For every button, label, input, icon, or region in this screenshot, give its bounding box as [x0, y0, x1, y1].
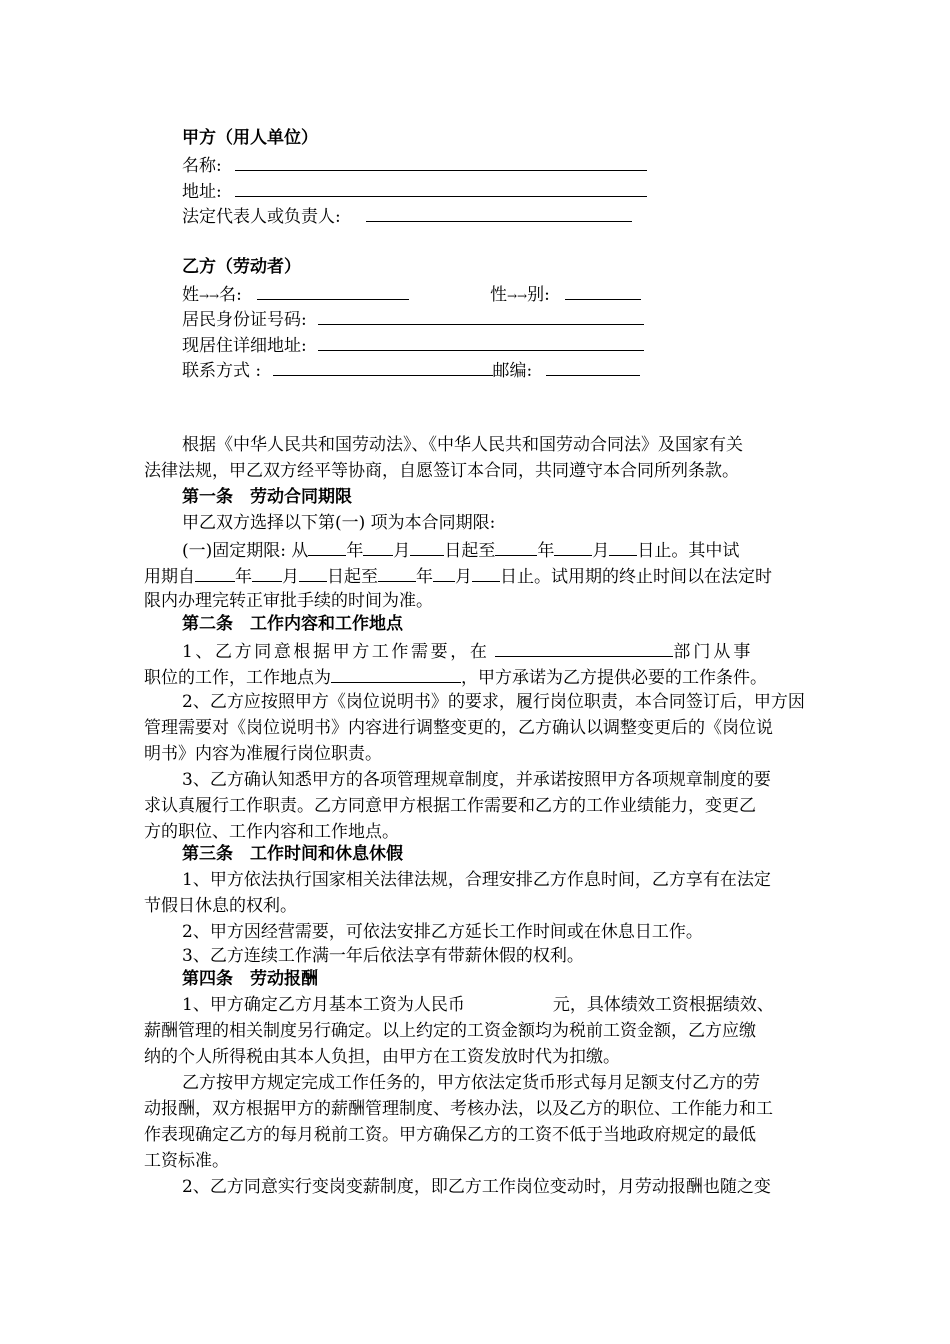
text-fragment: 月: [282, 567, 299, 587]
party-b-residence-row: [182, 332, 644, 358]
party-a-name-label: 名称:: [182, 156, 222, 176]
party-b-id-field[interactable]: [318, 306, 644, 325]
party-b-sex-label-a: 性: [490, 285, 507, 305]
party-b-sex-field[interactable]: [565, 281, 641, 300]
article-4-title: 第四条 劳动报酬: [182, 969, 318, 989]
party-b-sex-label-b: 别:: [527, 285, 550, 305]
text-fragment: ，甲方承诺为乙方提供必要的工作条件。: [461, 668, 767, 688]
article-2-title: 第二条 工作内容和工作地点: [182, 614, 403, 634]
article-2-line-3: 2、乙方应按照甲方《岗位说明书》的要求，履行岗位职责，本合同签订后，甲方因: [182, 692, 805, 712]
article-4-line-5: 动报酬，双方根据甲方的薪酬管理制度、考核办法，以及乙方的职位、工作能力和工: [144, 1099, 773, 1119]
party-b-residence-field[interactable]: [318, 332, 644, 351]
party-a-name-row: [182, 152, 647, 178]
text-fragment: 月: [393, 541, 411, 561]
article-2-line-6: 3、乙方确认知悉甲方的各项管理规章制度，并承诺按照甲方各项规章制度的要: [182, 770, 771, 790]
text-fragment: (一)固定期限: 从: [182, 541, 309, 561]
blank-field[interactable]: [554, 537, 592, 556]
party-b-contact-row: [182, 357, 640, 383]
blank-field[interactable]: [410, 537, 444, 556]
article-4-line-1: [182, 993, 774, 1017]
article-2-line-1: [182, 638, 753, 664]
text-fragment: 1、乙方同意根据甲方工作需要，在: [182, 642, 490, 662]
text-fragment: 日起至: [444, 541, 496, 561]
text-fragment: 月: [455, 567, 472, 587]
article-2-line-8: 方的职位、工作内容和工作地点。: [144, 822, 399, 842]
text-fragment: 用期自: [144, 567, 195, 587]
blank-field[interactable]: [195, 563, 235, 582]
article-1-line-2: [182, 537, 739, 563]
party-a-rep-field[interactable]: [366, 203, 632, 222]
tab-arrows: →→: [507, 289, 528, 303]
party-b-name-row: [182, 281, 409, 308]
party-b-heading: 乙方（劳动者）: [182, 257, 301, 277]
party-b-name-label-a: 姓: [182, 285, 199, 305]
text-fragment: 部门从事: [673, 642, 754, 662]
text-fragment: 年: [235, 567, 252, 587]
department-field[interactable]: [495, 638, 673, 657]
blank-field[interactable]: [299, 563, 327, 582]
work-location-field[interactable]: [331, 664, 461, 683]
party-b-id-row: [182, 306, 644, 332]
party-a-heading: 甲方（用人单位）: [182, 128, 318, 148]
blank-field[interactable]: [609, 537, 637, 556]
article-2-line-5: 明书》内容为准履行岗位职责。: [144, 744, 382, 764]
article-1-line-1: 甲乙双方选择以下第(一) 项为本合同期限:: [182, 513, 496, 533]
party-b-contact-label: 联系方式 :: [182, 361, 262, 381]
article-3-line-2: 节假日休息的权利。: [144, 896, 297, 916]
blank-field[interactable]: [363, 537, 393, 556]
article-4-line-2: 薪酬管理的相关制度另行确定。以上约定的工资金额均为税前工资金额，乙方应缴: [144, 1021, 756, 1041]
text-fragment: 职位的工作，工作地点为: [144, 668, 331, 688]
blank-field[interactable]: [308, 537, 346, 556]
party-a-address-row: [182, 178, 647, 204]
party-a-address-label: 地址:: [182, 182, 222, 202]
text-fragment: 1、甲方确定乙方月基本工资为人民币: [182, 995, 465, 1015]
tab-arrows: →→: [199, 289, 220, 303]
article-4-line-3: 纳的个人所得税由其本人负担，由甲方在工资发放时代为扣缴。: [144, 1047, 620, 1067]
party-a-address-field[interactable]: [235, 178, 647, 197]
party-b-name-field[interactable]: [257, 281, 409, 300]
article-3-line-1: 1、甲方依法执行国家相关法律法规，合理安排乙方作息时间，乙方享有在法定: [182, 870, 771, 890]
text-fragment: 年: [416, 567, 433, 587]
intro-line-2: 法律法规，甲乙双方经平等协商，自愿签订本合同，共同遵守本合同所列条款。: [144, 461, 739, 481]
party-b-contact-field[interactable]: [273, 357, 493, 376]
blank-field[interactable]: [252, 563, 282, 582]
text-fragment: 日止。试用期的终止时间以在法定时: [500, 567, 772, 587]
text-fragment: 月: [592, 541, 610, 561]
article-3-line-3: 2、甲方因经营需要，可依法安排乙方延长工作时间或在休息日工作。: [182, 922, 703, 942]
party-b-id-label: 居民身份证号码:: [182, 310, 307, 330]
article-3-line-4: 3、乙方连续工作满一年后依法享有带薪休假的权利。: [182, 946, 584, 966]
party-b-postcode-label: 邮编:: [492, 361, 533, 381]
article-1-line-4: 限内办理完转正审批手续的时间为准。: [144, 591, 433, 611]
intro-line-1: 根据《中华人民共和国劳动法》、《中华人民共和国劳动合同法》及国家有关: [182, 435, 743, 455]
article-1-title: 第一条 劳动合同期限: [182, 487, 352, 507]
text-fragment: 元，具体绩效工资根据绩效、: [552, 995, 774, 1015]
blank-field[interactable]: [433, 563, 455, 582]
party-a-name-field[interactable]: [235, 152, 647, 171]
article-2-line-2: [144, 664, 767, 690]
party-a-rep-label: 法定代表人或负责人:: [182, 207, 341, 227]
party-a-rep-row: [182, 203, 632, 229]
article-1-line-3: [144, 563, 772, 589]
party-b-sex-row: [490, 281, 641, 308]
blank-field[interactable]: [495, 537, 537, 556]
text-fragment: 年: [346, 541, 364, 561]
article-4-line-7: 工资标准。: [144, 1151, 229, 1171]
article-4-line-6: 作表现确定乙方的每月税前工资。甲方确保乙方的工资不低于当地政府规定的最低: [144, 1125, 756, 1145]
blank-field[interactable]: [378, 563, 416, 582]
party-b-name-label-b: 名:: [219, 285, 242, 305]
blank-field[interactable]: [472, 563, 500, 582]
text-fragment: 年: [537, 541, 555, 561]
party-b-residence-label: 现居住详细地址:: [182, 336, 307, 356]
article-4-line-4: 乙方按甲方规定完成工作任务的，甲方依法定货币形式每月足额支付乙方的劳: [182, 1073, 760, 1093]
party-b-postcode-field[interactable]: [546, 357, 640, 376]
article-2-line-4: 管理需要对《岗位说明书》内容进行调整变更的，乙方确认以调整变更后的《岗位说: [144, 718, 773, 738]
text-fragment: 日止。其中试: [637, 541, 740, 561]
article-4-line-8: 2、乙方同意实行变岗变薪制度，即乙方工作岗位变动时，月劳动报酬也随之变: [182, 1177, 771, 1197]
article-3-title: 第三条 工作时间和休息休假: [182, 844, 403, 864]
article-2-line-7: 求认真履行工作职责。乙方同意甲方根据工作需要和乙方的工作业绩能力，变更乙: [144, 796, 756, 816]
text-fragment: 日起至: [327, 567, 378, 587]
